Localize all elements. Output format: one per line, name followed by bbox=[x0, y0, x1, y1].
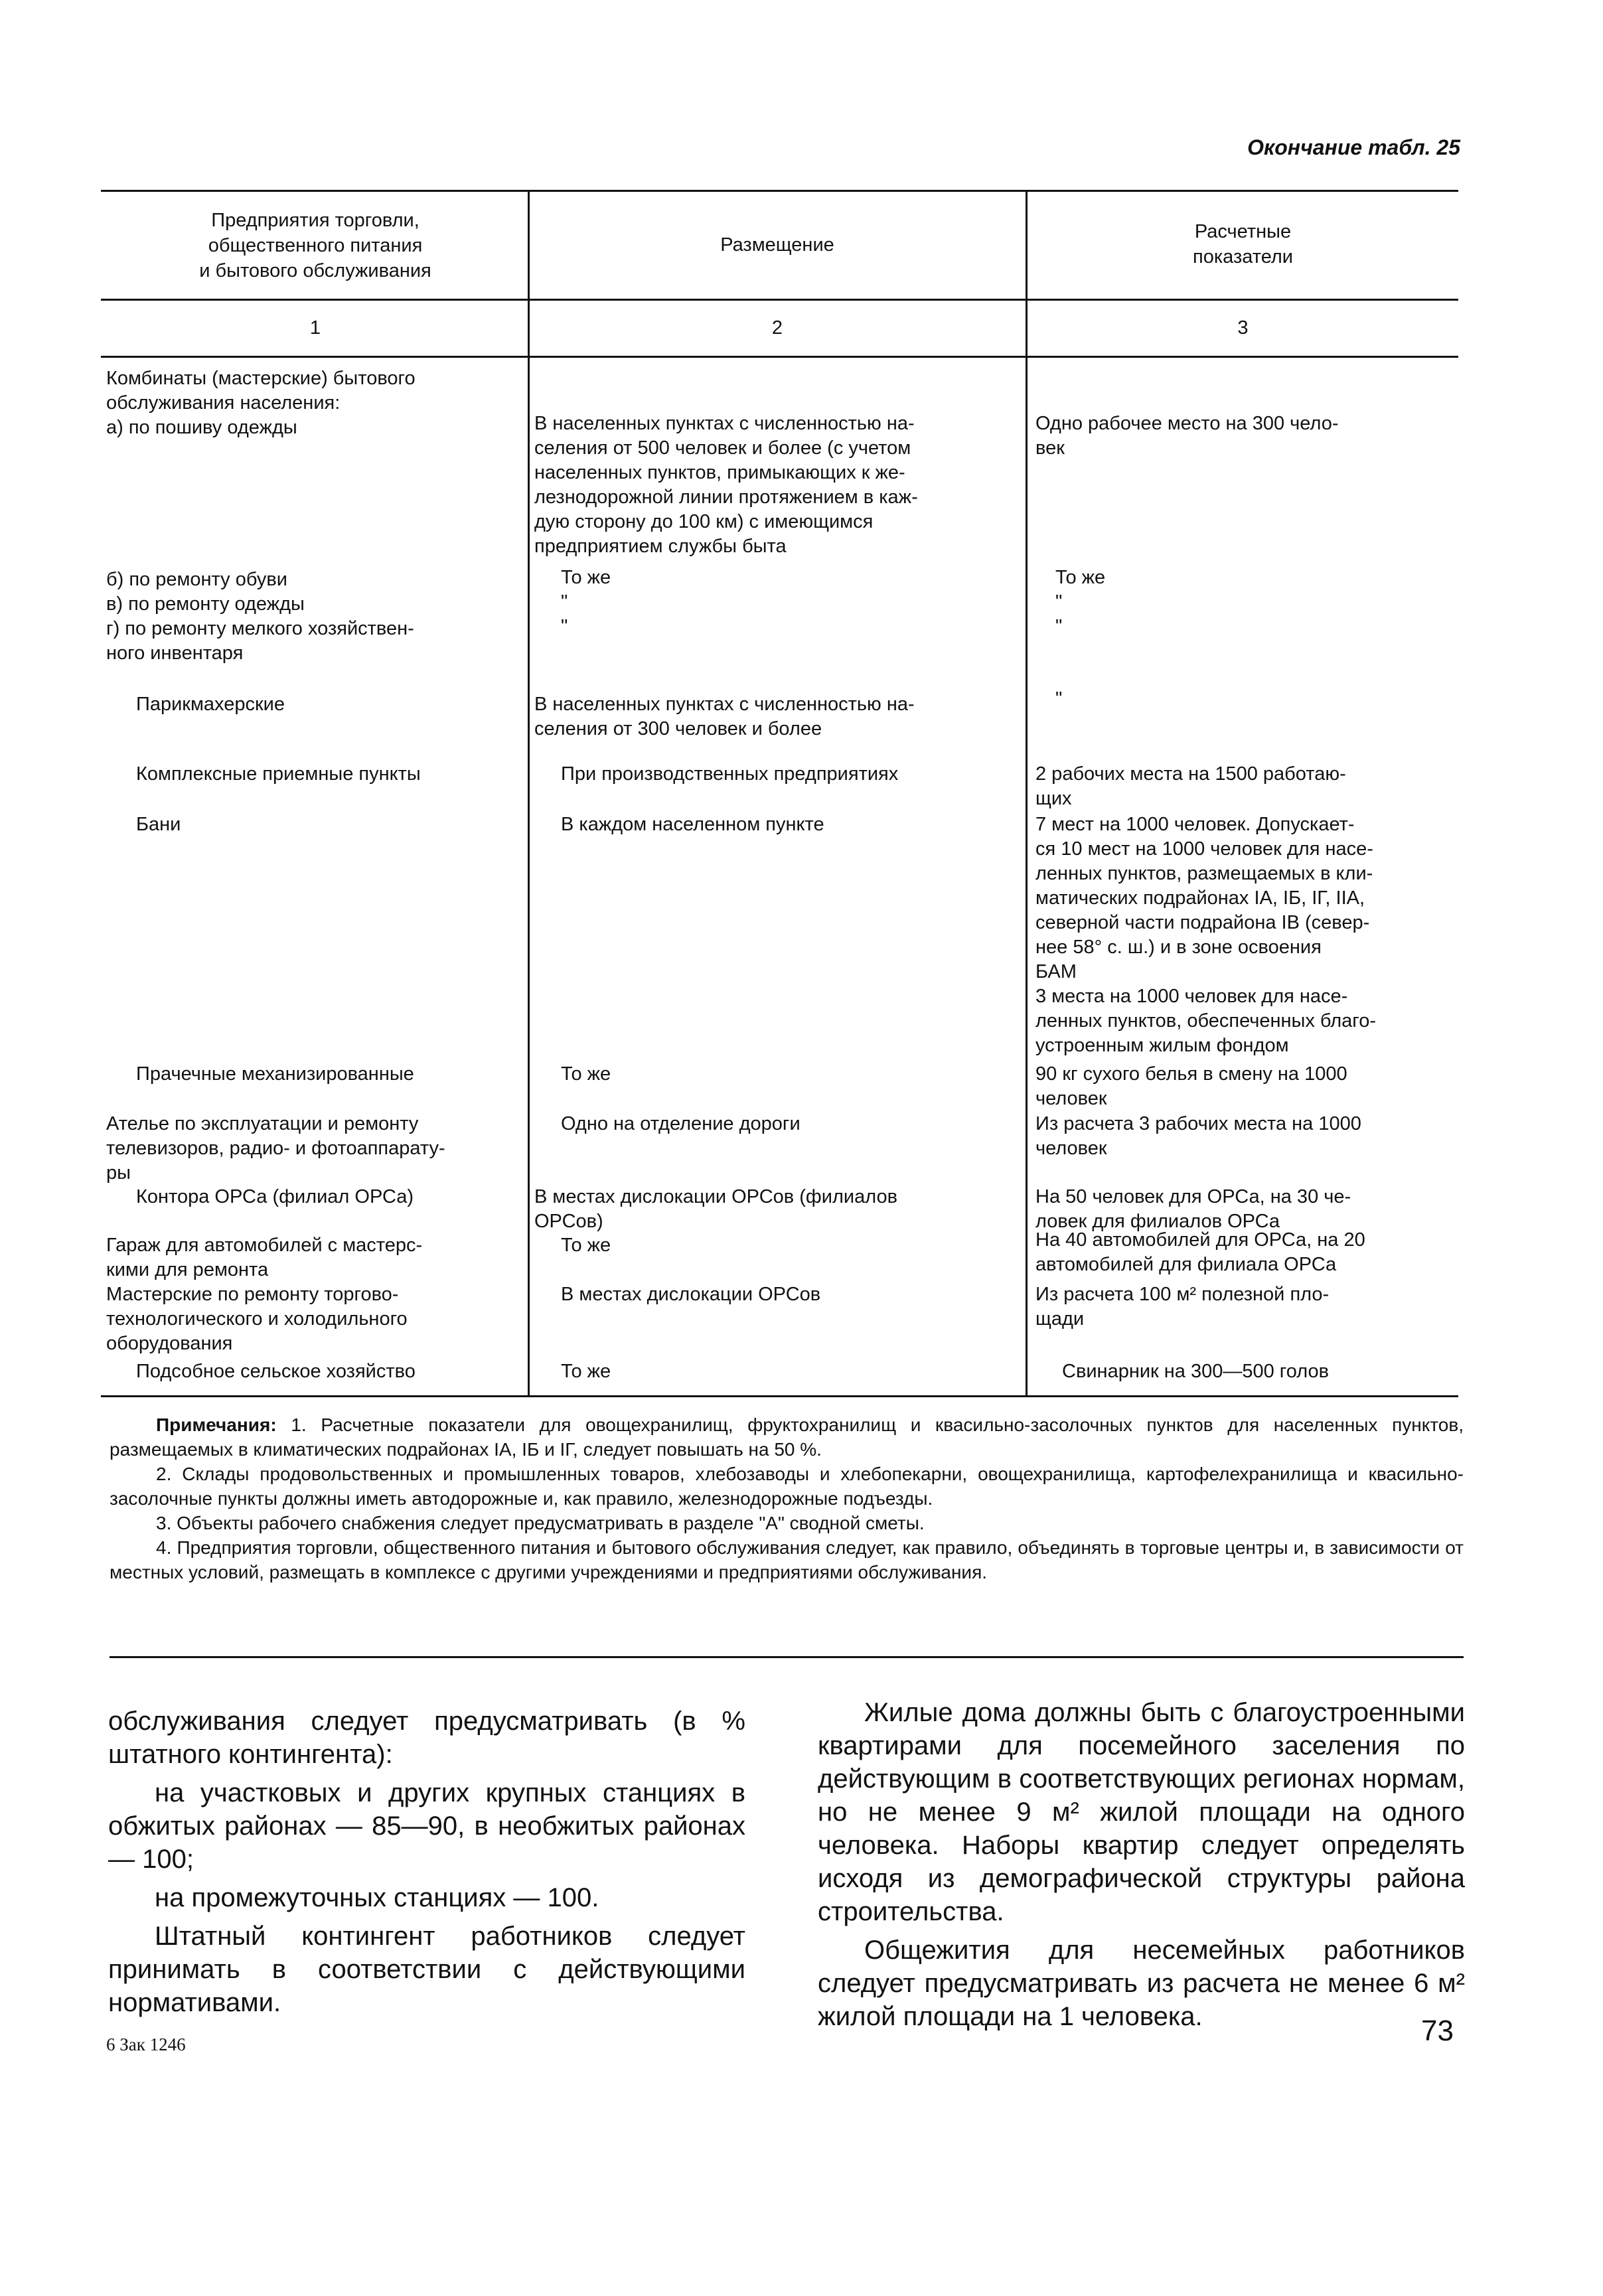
page-number: 73 bbox=[1421, 2015, 1454, 2047]
row-reception-placement: При производственных предприятиях bbox=[561, 763, 899, 785]
row-garage-indicator: На 40 автомобилей для ОРСа, на 20 автомобилей для филиала ОРСа bbox=[1035, 1229, 1365, 1275]
row-tv-atelier-placement: Одно на отделение дороги bbox=[561, 1113, 801, 1134]
right-text-column bbox=[818, 1696, 1465, 2038]
table-bottom-rule bbox=[101, 1395, 1458, 1397]
column-number-2: 2 bbox=[771, 317, 783, 339]
row-sewing-placement: В населенных пунктах с численностью на- селения от 500 человек и более (с учетом населенных пунктов, примыкающих к же- лезнодорожной линии протяжением в каж- дую сторону до 100 км) с имеющимся предприятием службы быта bbox=[534, 413, 918, 557]
row-laundries-placement: То же bbox=[561, 1063, 611, 1085]
header-indicators: Расчетные показатели bbox=[1193, 221, 1293, 268]
left-text-column bbox=[108, 1705, 745, 2025]
left-paragraph-2: на участковых и других крупных станциях в обжитых районах — 85—90, в необжитых районах — 100; bbox=[108, 1778, 745, 1874]
row-combines-name: Комбинаты (мастерские) бытового обслуживания населения: а) по пошиву одежды bbox=[106, 368, 416, 438]
row-barbershops-name: Парикмахерские bbox=[136, 694, 285, 715]
row-garage-placement: То же bbox=[561, 1235, 611, 1256]
row-ors-office-indicator: На 50 человек для ОРСа, на 30 че- ловек для филиалов ОРСа bbox=[1035, 1186, 1351, 1232]
row-laundries-indicator: 90 кг сухого белья в смену на 1000 человек bbox=[1035, 1063, 1347, 1109]
right-paragraph-1: Жилые дома должны быть с благоустроенными квартирами для посемейного заселения по действующим в соответствующих регионах нормам, но не менее 9 м² жилой площади на одного человека. Наборы квартир следует определять исходя из демографической структуры района строительства. bbox=[818, 1698, 1465, 1926]
table-notes bbox=[110, 1413, 1464, 1584]
row-baths-placement: В каждом населенном пункте bbox=[561, 814, 824, 835]
row-repair-names: б) по ремонту обуви в) по ремонту одежды г) по ремонту мелкого хозяйствен- ного инвентаря bbox=[106, 569, 414, 664]
row-garage-name: Гараж для автомобилей с мастерс- кими для ремонта bbox=[106, 1235, 423, 1280]
row-workshops-placement: В местах дислокации ОРСов bbox=[561, 1284, 821, 1305]
row-repair-indicator: То же " " bbox=[1055, 567, 1106, 637]
note-3: 3. Объекты рабочего снабжения следует предусматривать в разделе "А" сводной сметы. bbox=[156, 1513, 925, 1533]
row-ors-office-placement: В местах дислокации ОРСов (филиалов ОРСов) bbox=[534, 1186, 897, 1232]
column-number-1: 1 bbox=[309, 317, 321, 339]
row-workshops-indicator: Из расчета 100 м² полезной пло- щади bbox=[1035, 1284, 1330, 1330]
row-sewing-indicator: Одно рабочее место на 300 чело- век bbox=[1035, 413, 1339, 459]
header-placement: Размещение bbox=[720, 234, 834, 256]
row-tv-atelier-name: Ателье по эксплуатации и ремонту телевизоров, радио- и фотоаппарату- ры bbox=[106, 1113, 445, 1184]
row-workshops-name: Мастерские по ремонту торгово- технологического и холодильного оборудования bbox=[106, 1284, 408, 1354]
row-barbershops-placement: В населенных пунктах с численностью на- селения от 300 человек и более bbox=[534, 694, 915, 739]
row-farm-name: Подсобное сельское хозяйство bbox=[136, 1361, 416, 1382]
row-laundries-name: Прачечные механизированные bbox=[136, 1063, 414, 1085]
left-paragraph-4: Штатный контингент работников следует принимать в соответствии с действующими нормативами. bbox=[108, 1922, 745, 2017]
row-baths-name: Бани bbox=[136, 814, 181, 835]
table-top-rule bbox=[101, 190, 1458, 192]
row-reception-indicator: 2 рабочих места на 1500 работаю- щих bbox=[1035, 763, 1346, 809]
column-number-3: 3 bbox=[1237, 317, 1249, 339]
right-paragraph-2: Общежития для несемейных работников следует предусматривать из расчета не менее 6 м² жилой площади на 1 человека. bbox=[818, 1936, 1465, 2031]
row-repair-placement: То же " " bbox=[561, 567, 611, 637]
column-divider-2 bbox=[1026, 190, 1028, 1395]
row-ors-office-name: Контора ОРСа (филиал ОРСа) bbox=[136, 1186, 414, 1207]
row-barbershops-indicator: " bbox=[1055, 688, 1063, 710]
row-farm-placement: То же bbox=[561, 1361, 611, 1382]
note-1: 1. Расчетные показатели для овощехранилищ, фруктохранилищ и квасильно-засолочных пунктов для населенных пунктов, размещаемых в климатических подрайонах IА, IБ и IГ, следует повышать на 50 %. bbox=[110, 1415, 1464, 1460]
row-reception-name: Комплексные приемные пункты bbox=[136, 763, 421, 785]
header-bottom-rule bbox=[101, 299, 1458, 301]
row-farm-indicator: Свинарник на 300—500 голов bbox=[1062, 1361, 1330, 1382]
table-caption: Окончание табл. 25 bbox=[1247, 135, 1460, 159]
header-enterprises: Предприятия торговли, общественного питания и бытового обслуживания bbox=[199, 210, 431, 281]
row-tv-atelier-indicator: Из расчета 3 рабочих места на 1000 человек bbox=[1035, 1113, 1361, 1159]
print-order-mark: 6 Зак 1246 bbox=[106, 2034, 186, 2054]
notes-bottom-rule bbox=[110, 1656, 1464, 1658]
notes-label: Примечания: bbox=[156, 1415, 277, 1435]
left-paragraph-1: обслуживания следует предусматривать (в % штатного контингента): bbox=[108, 1707, 745, 1769]
note-2: 2. Склады продовольственных и промышленных товаров, хлебозаводы и хлебопекарни, овощехранилища, картофелехранилища и квасильно-засолочные пункты должны иметь автодорожные и, как правило, железнодорожные подъезды. bbox=[110, 1464, 1464, 1509]
note-4: 4. Предприятия торговли, общественного питания и бытового обслуживания следует, как правило, объединять в торговые центры и, в зависимости от местных условий, размещать в комплексе с другими учреждениями и предприятиями обслуживания. bbox=[110, 1537, 1464, 1582]
column-divider-1 bbox=[528, 190, 530, 1395]
colnum-bottom-rule bbox=[101, 356, 1458, 358]
left-paragraph-3: на промежуточных станциях — 100. bbox=[155, 1883, 599, 1912]
row-baths-indicator: 7 мест на 1000 человек. Допускает- ся 10 мест на 1000 человек для насе- ленных пунктов, размещаемых в кли- матических подрайонах IА, IБ, IГ, IIА, северной части подрайона IВ (север- нее 58° с. ш.) и в зоне освоения БАМ 3 места на 1000 человек для насе- ленных пунктов, обеспеченных благо- устроенным жилым фондом bbox=[1035, 814, 1376, 1056]
